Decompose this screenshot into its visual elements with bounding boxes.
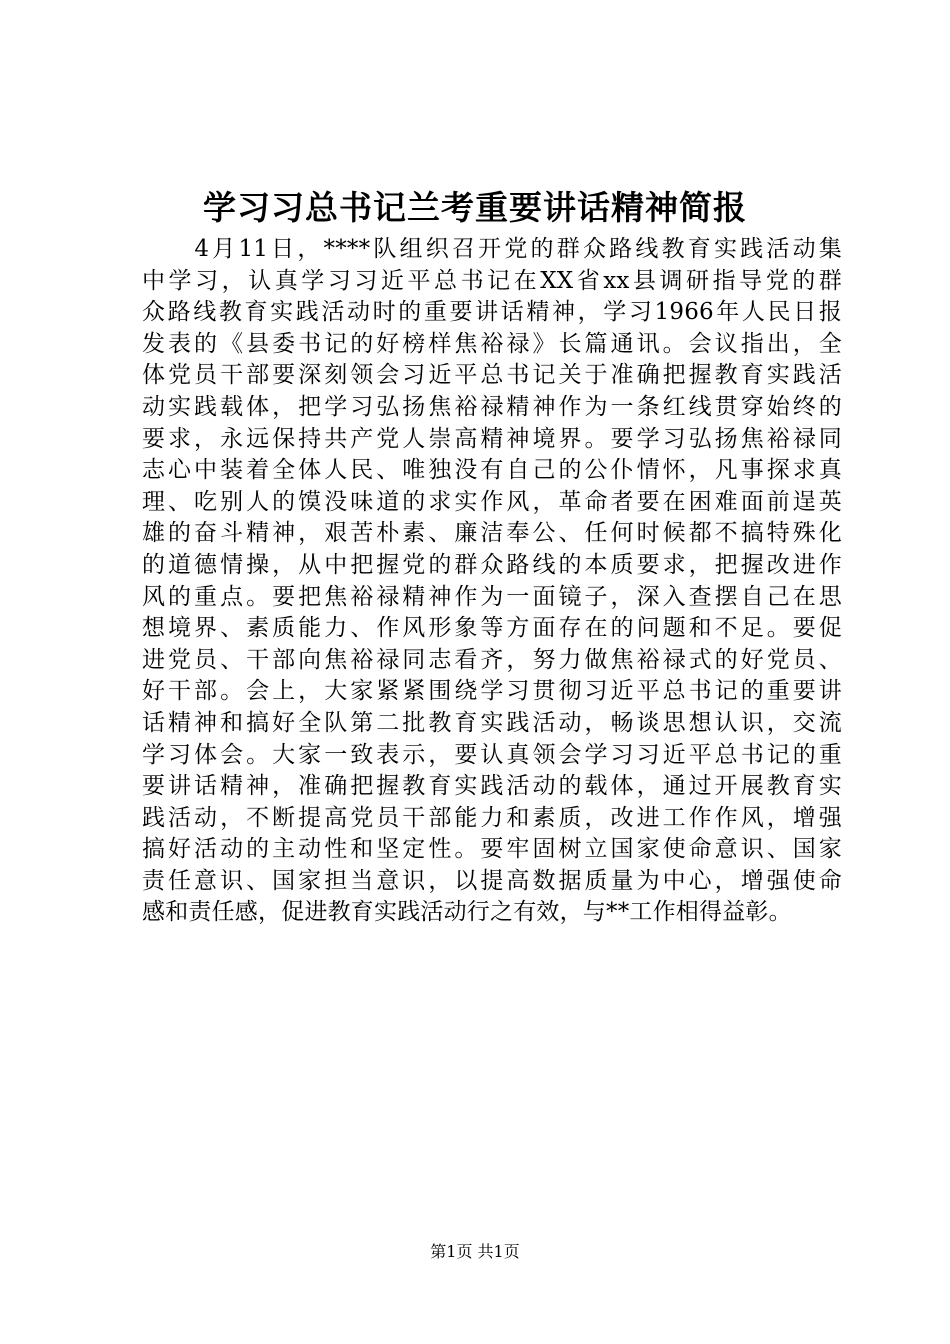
body-line: 学习体会。大家一致表示，要认真领会学习习近平总书记的重 [142,741,842,768]
body-line: 话精神和搞好全队第二批教育实践活动，畅谈思想认识，交流 [142,709,842,736]
body-line: 进党员、干部向焦裕禄同志看齐，努力做焦裕禄式的好党员、 [142,646,842,673]
body-line: 雄的奋斗精神，艰苦朴素、廉洁奉公、任何时候都不搞特殊化 [142,520,842,547]
document-title: 学习习总书记兰考重要讲话精神简报 [203,188,747,227]
body-line: 要求，永远保持共产党人崇高精神境界。要学习弘扬焦裕禄同 [142,425,842,452]
body-line: 发表的《县委书记的好榜样焦裕禄》长篇通讯。会议指出，全 [142,330,842,357]
body-line: 感和责任感，促进教育实践活动行之有效，与**工作相得益彰。 [142,899,792,926]
body-line: 搞好活动的主动性和坚定性。要牢固树立国家使命意识、国家 [142,836,842,863]
body-line: 动实践载体，把学习弘扬焦裕禄精神作为一条红线贯穿始终的 [142,393,842,420]
body-line: 众路线教育实践活动时的重要讲话精神，学习1966年人民日报 [142,299,842,326]
body-line: 4月11日，****队组织召开党的群众路线教育实践活动集 [142,236,842,262]
body-line: 好干部。会上，大家紧紧围绕学习贯彻习近平总书记的重要讲 [142,678,842,705]
body-line: 的道德情操，从中把握党的群众路线的本质要求，把握改进作 [142,551,842,578]
body-paragraph [142,234,842,929]
body-line: 责任意识、国家担当意识，以提高数据质量为中心，增强使命 [142,867,842,894]
body-line: 理、吃别人的馍没味道的求实作风，革命者要在困难面前逞英 [142,488,842,515]
body-line: 中学习，认真学习习近平总书记在XX省xx县调研指导党的群 [142,267,842,294]
body-line: 风的重点。要把焦裕禄精神作为一面镜子，深入查摆自己在思 [142,583,842,610]
body-line: 践活动，不断提高党员干部能力和素质，改进工作作风，增强 [142,804,842,831]
body-line: 志心中装着全体人民、唯独没有自己的公仆情怀，凡事探求真 [142,457,842,484]
body-line: 想境界、素质能力、作风形象等方面存在的问题和不足。要促 [142,615,842,642]
body-line: 要讲话精神，准确把握教育实践活动的载体，通过开展教育实 [142,773,842,800]
page-number-footer: 第1页 共1页 [430,1242,520,1261]
body-line: 体党员干部要深刻领会习近平总书记关于准确把握教育实践活 [142,362,842,389]
